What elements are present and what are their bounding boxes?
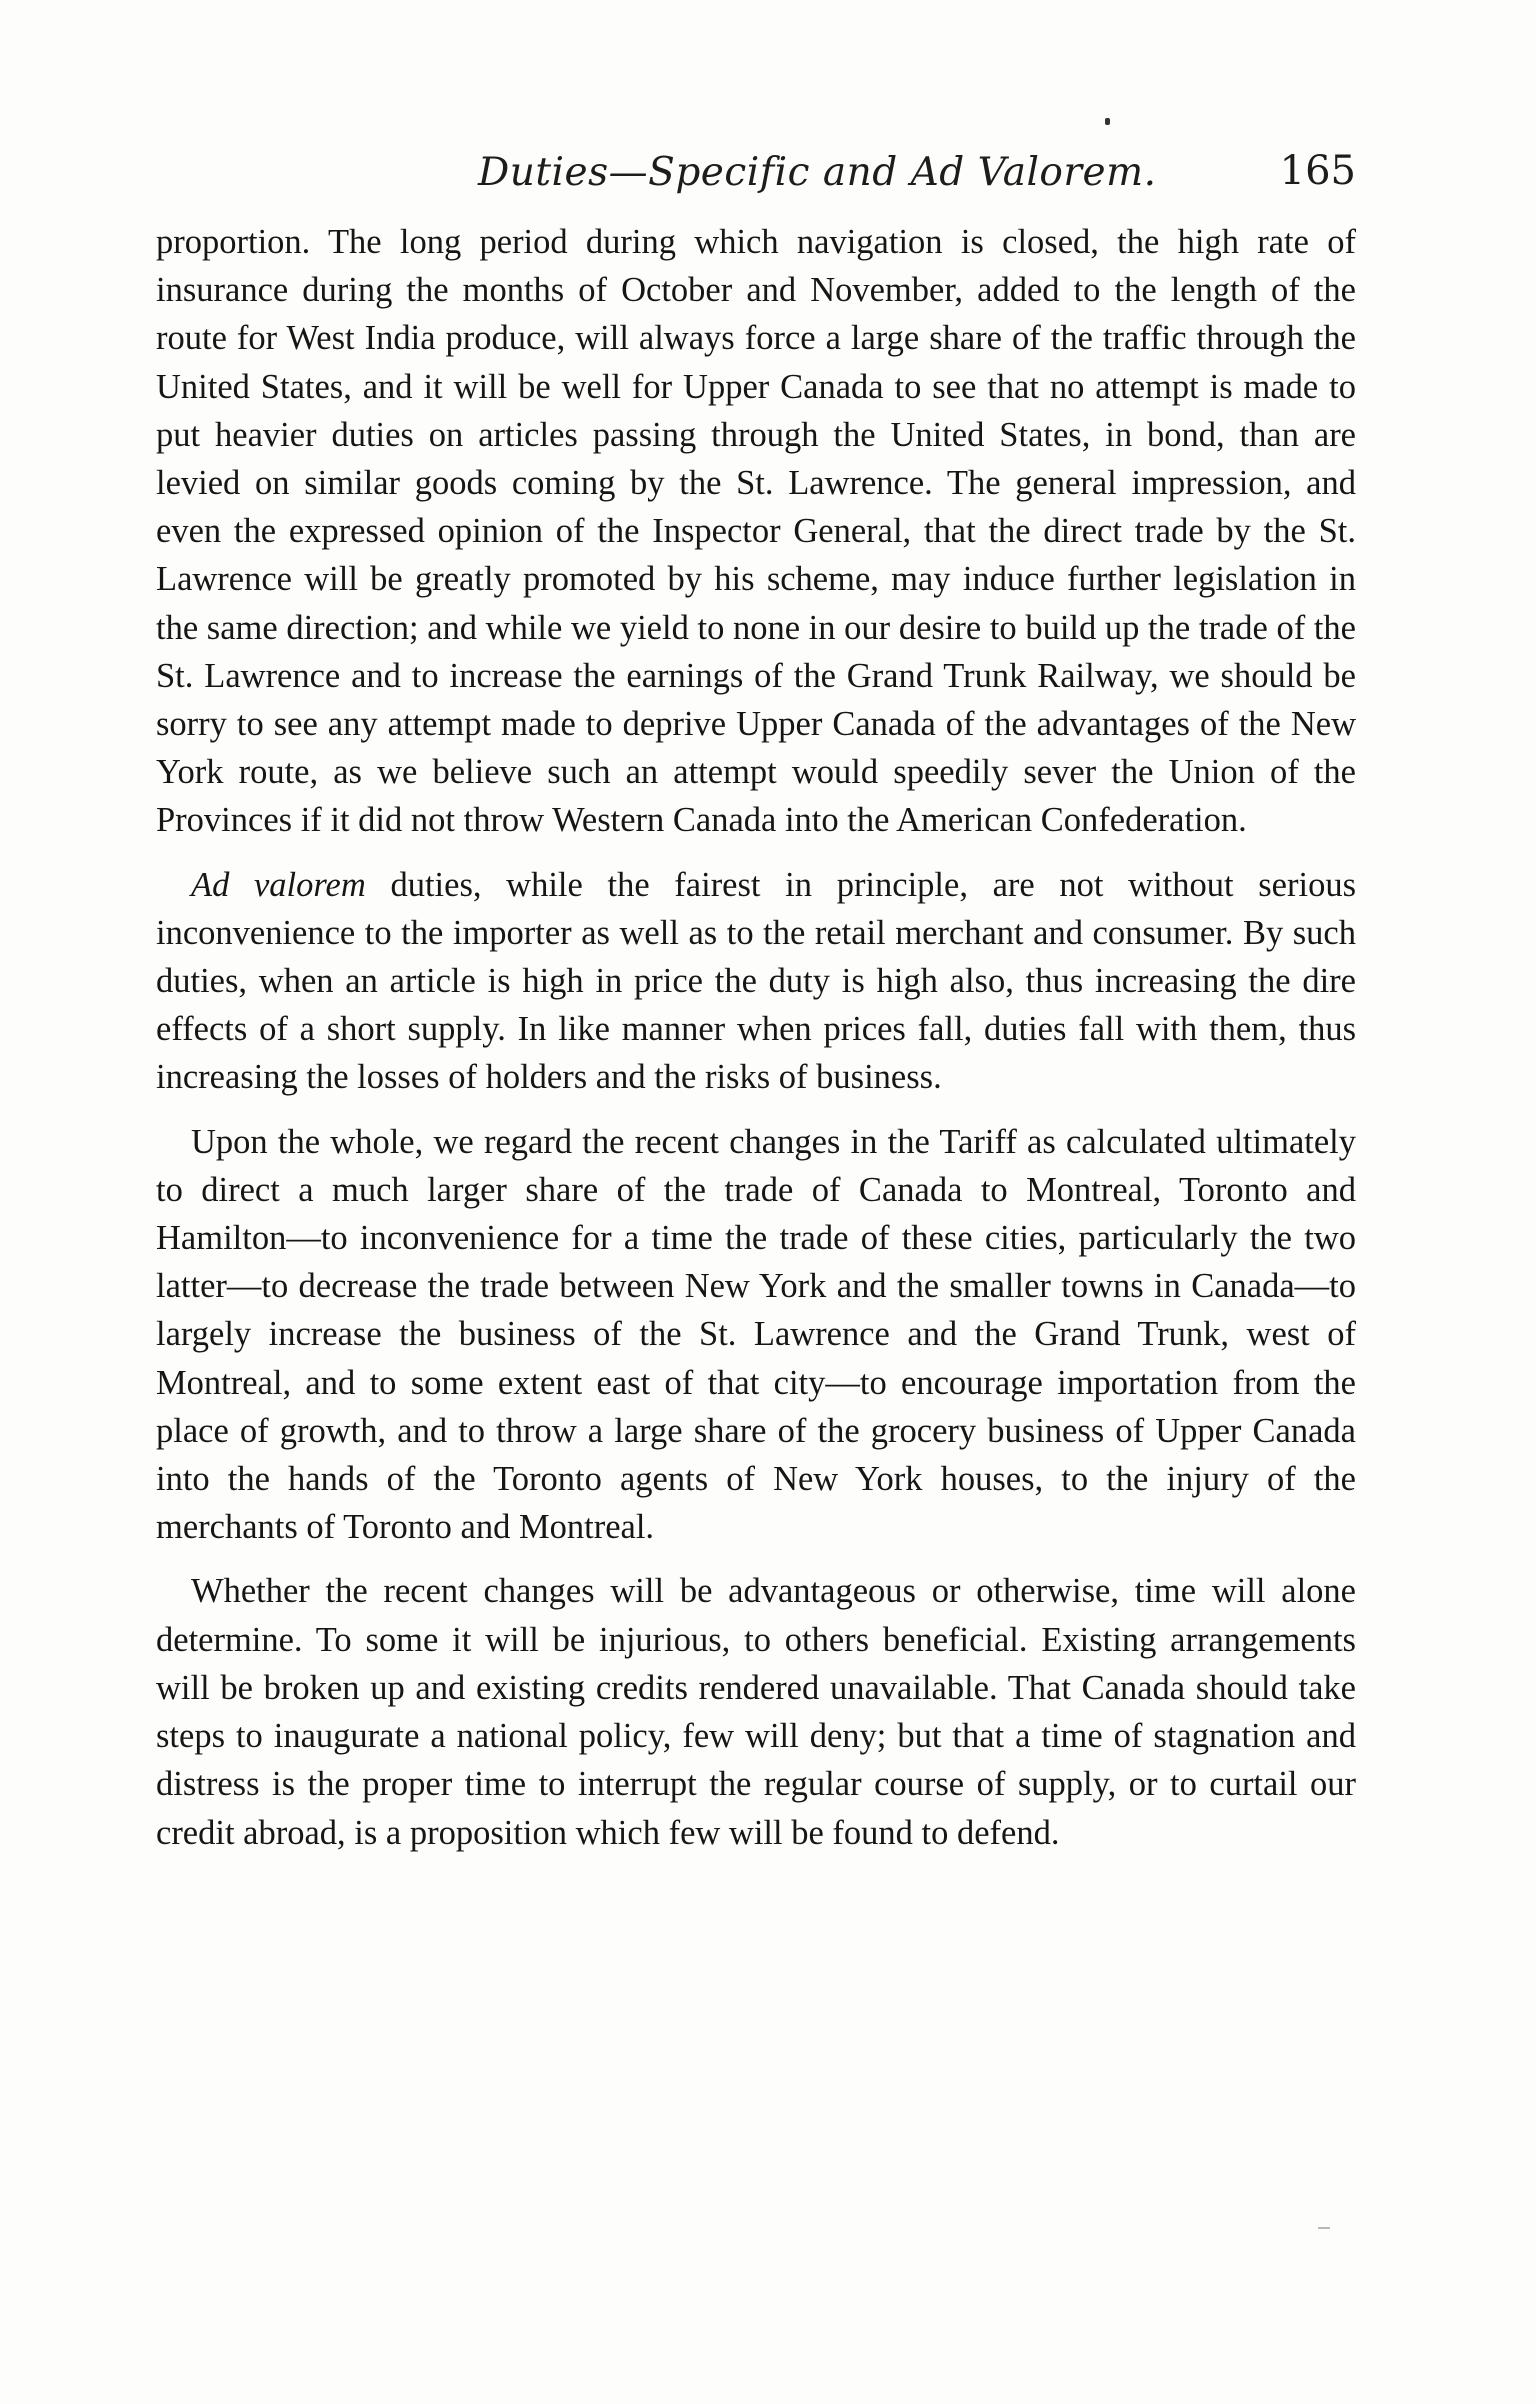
paragraph-1 [156,218,1356,845]
paragraph-2-text: duties, while the fairest in principle, are not without serious inconvenience to the importer as well as to the retail merchant and consumer. By such duties, when an article is high in price the duty is high also, thus increasing the dire effects of a short supply. In like manner when prices fall, duties fall with them, thus increasing the losses of holders and the risks of business. [156,865,1356,1097]
page-number: 165 [1279,148,1356,194]
paragraph-2 [156,861,1356,1102]
paragraph-3-text: Upon the whole, we regard the recent changes in the Tariff as calculated ultimately to direct a much larger share of the trade of Canada to Montreal, Toronto and Hamilton—to inconvenience for a time the trade of these cities, particularly the two latter—to decrease the trade between New York and the smaller towns in Canada—to largely increase the business of the St. Lawrence and the Grand Trunk, west of Montreal, and to some extent east of that city—to encourage importation from the place of growth, and to throw a large share of the grocery business of Upper Canada into the hands of the Toronto agents of New York houses, to the injury of the merchants of Toronto and Montreal. [156,1122,1356,1547]
running-title: Duties—Specific and Ad Valorem. [478,150,1157,195]
paragraph-4-text: Whether the recent changes will be advantageous or otherwise, time will alone determine. To some it will be injurious, to others beneficial. Existing arrangements will be broken up and existing credits rendered unavailable. That Canada should take steps to inaugurate a national policy, few will deny; but that a time of stagnation and distress is the proper time to interrupt the regular course of supply, or to curtail our credit abroad, is a proposition which few will be found to defend. [156,1572,1356,1852]
body-text [156,218,1356,1873]
paragraph-3 [156,1118,1356,1552]
running-head [156,144,1356,204]
print-speck [1318,2227,1330,2229]
print-mark [1105,118,1110,125]
paragraph-4 [156,1567,1356,1856]
paragraph-1-text: proportion. The long period during which navigation is closed, the high rate of insurance during the months of October and November, added to the length of the route for West India produce, will always force a large share of the traffic through the United States, and it will be well for Upper Canada to see that no attempt is made to put heavier duties on articles passing through the United States, in bond, than are levied on similar goods coming by the St. Lawrence. The general impression, and even the expressed opinion of the Inspector General, that the direct trade by the St. Lawrence will be greatly promoted by his scheme, may induce further legislation in the same direction; and while we yield to none in our desire to build up the trade of the St. Lawrence and to increase the earnings of the Grand Trunk Railway, we should be sorry to see any attempt made to deprive Upper Canada of the advantages of the New York route, as we believe such an attempt would speedily sever the Union of the Provinces if it did not throw Western Canada into the American Confederation. [156,223,1356,840]
paragraph-2-italic-lead: Ad valorem [191,865,366,904]
